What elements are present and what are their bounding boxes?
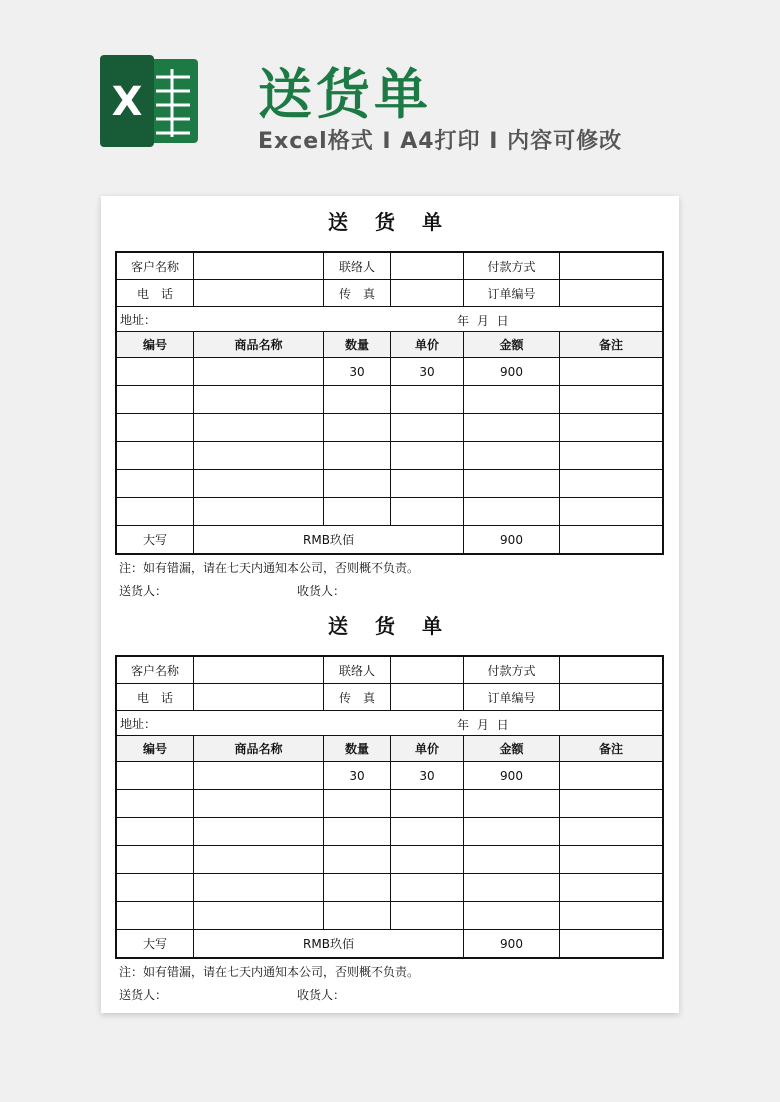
table-cell[interactable] (391, 846, 464, 874)
customer-field[interactable] (194, 657, 324, 684)
table-row (117, 874, 663, 902)
table-cell[interactable] (560, 442, 663, 470)
table-cell[interactable] (194, 414, 324, 442)
table-row (117, 790, 663, 818)
table-row (117, 470, 663, 498)
table-cell[interactable] (194, 762, 324, 790)
table-cell[interactable] (194, 874, 324, 902)
table-cell[interactable] (117, 790, 194, 818)
table-cell[interactable] (560, 790, 663, 818)
table-cell[interactable] (117, 386, 194, 414)
table-cell[interactable] (391, 470, 464, 498)
table-cell[interactable] (560, 386, 663, 414)
table-cell[interactable] (464, 874, 560, 902)
table-cell[interactable] (324, 790, 391, 818)
contact-label: 联络人 (324, 253, 391, 280)
table-cell[interactable] (560, 874, 663, 902)
table-row (117, 358, 663, 386)
order-no-field[interactable] (560, 280, 663, 307)
table-cell[interactable]: 30 (324, 358, 391, 386)
payment-label: 付款方式 (464, 253, 560, 280)
table-cell[interactable] (464, 790, 560, 818)
info-row (117, 684, 663, 711)
fax-field[interactable] (391, 684, 464, 711)
phone-field[interactable] (194, 684, 324, 711)
column-header: 数量 (324, 332, 391, 358)
address-cell[interactable] (117, 711, 663, 736)
total-remark[interactable] (560, 526, 663, 554)
table-cell[interactable] (391, 902, 464, 930)
table-cell[interactable] (560, 498, 663, 526)
table-cell[interactable]: 900 (464, 358, 560, 386)
column-header: 金额 (464, 332, 560, 358)
table-cell[interactable] (194, 846, 324, 874)
table-cell[interactable] (324, 470, 391, 498)
column-header: 数量 (324, 736, 391, 762)
sender-label: 送货人： (119, 584, 168, 598)
table-cell[interactable] (194, 790, 324, 818)
table-cell[interactable] (324, 414, 391, 442)
date-label: 年 月 日 (457, 314, 511, 328)
table-cell[interactable] (194, 386, 324, 414)
table-cell[interactable] (117, 846, 194, 874)
column-header: 备注 (560, 736, 663, 762)
payment-field[interactable] (560, 657, 663, 684)
table-cell[interactable] (391, 790, 464, 818)
customer-field[interactable] (194, 253, 324, 280)
contact-field[interactable] (391, 657, 464, 684)
table-row (117, 498, 663, 526)
table-cell[interactable] (324, 386, 391, 414)
fax-label: 传 真 (324, 280, 391, 307)
table-cell[interactable]: 900 (464, 762, 560, 790)
table-cell[interactable] (117, 874, 194, 902)
address-row (117, 307, 663, 332)
table-header-row (117, 736, 663, 762)
table-cell[interactable] (391, 442, 464, 470)
capital-label: 大写 (117, 930, 194, 958)
table-cell[interactable] (324, 846, 391, 874)
table-cell[interactable] (324, 442, 391, 470)
customer-label: 客户名称 (117, 253, 194, 280)
info-row (117, 657, 663, 684)
table-cell[interactable] (194, 358, 324, 386)
table-cell[interactable] (560, 846, 663, 874)
banner-title: 送货单 (258, 63, 432, 126)
table-cell[interactable] (194, 442, 324, 470)
capital-value[interactable]: RMB玖佰 (194, 526, 464, 554)
column-header: 编号 (117, 736, 194, 762)
table-cell[interactable] (560, 902, 663, 930)
column-header: 商品名称 (194, 332, 324, 358)
order-no-label: 订单编号 (464, 684, 560, 711)
table-cell[interactable] (464, 442, 560, 470)
customer-label: 客户名称 (117, 657, 194, 684)
table-cell[interactable] (117, 818, 194, 846)
delivery-table (116, 656, 663, 958)
receiver-label: 收货人： (297, 988, 346, 1002)
table-cell[interactable] (117, 470, 194, 498)
table-cell[interactable]: 30 (391, 358, 464, 386)
info-row (117, 253, 663, 280)
contact-label: 联络人 (324, 657, 391, 684)
phone-label: 电 话 (117, 280, 194, 307)
table-cell[interactable] (194, 470, 324, 498)
table-cell[interactable] (391, 818, 464, 846)
table-cell[interactable]: 30 (324, 762, 391, 790)
banner-subtitle: Excel格式 I A4打印 I 内容可修改 (258, 129, 623, 154)
excel-icon (100, 55, 200, 147)
order-no-field[interactable] (560, 684, 663, 711)
table-row (117, 762, 663, 790)
table-cell[interactable] (464, 902, 560, 930)
table-cell[interactable] (117, 414, 194, 442)
table-cell[interactable] (194, 498, 324, 526)
table-cell[interactable] (194, 818, 324, 846)
table-cell[interactable] (464, 386, 560, 414)
excel-logo-letter: X (111, 79, 143, 125)
table-cell[interactable] (391, 414, 464, 442)
table-cell[interactable] (194, 902, 324, 930)
total-remark[interactable] (560, 930, 663, 958)
column-header: 金额 (464, 736, 560, 762)
table-cell[interactable] (324, 874, 391, 902)
table-cell[interactable] (324, 902, 391, 930)
phone-label: 电 话 (117, 684, 194, 711)
table-cell[interactable] (391, 874, 464, 902)
table-row (117, 846, 663, 874)
table-cell[interactable] (560, 818, 663, 846)
date-label: 年 月 日 (457, 718, 511, 732)
banner (0, 0, 780, 190)
total-value[interactable]: 900 (464, 526, 560, 554)
table-cell[interactable] (117, 498, 194, 526)
total-row (117, 526, 663, 554)
table-cell[interactable] (464, 846, 560, 874)
table-row (117, 818, 663, 846)
address-label: 地址： (120, 312, 157, 327)
capital-value[interactable]: RMB玖佰 (194, 930, 464, 958)
document-sheet (101, 196, 679, 1013)
capital-label: 大写 (117, 526, 194, 554)
table-cell[interactable] (324, 818, 391, 846)
table-row (117, 442, 663, 470)
total-row (117, 930, 663, 958)
table-cell[interactable] (117, 762, 194, 790)
form-title: 送 货 单 (328, 210, 452, 234)
table-cell[interactable] (464, 414, 560, 442)
address-cell[interactable] (117, 307, 663, 332)
disclaimer-note: 注：如有错漏，请在七天内通知本公司，否则概不负责。 (119, 561, 420, 575)
phone-field[interactable] (194, 280, 324, 307)
contact-field[interactable] (391, 253, 464, 280)
table-cell[interactable] (324, 498, 391, 526)
table-cell[interactable] (464, 498, 560, 526)
table-cell[interactable] (117, 902, 194, 930)
column-header: 单价 (391, 332, 464, 358)
table-cell[interactable] (560, 470, 663, 498)
address-label: 地址： (120, 716, 157, 731)
column-header: 商品名称 (194, 736, 324, 762)
table-cell[interactable] (117, 358, 194, 386)
form-title: 送 货 单 (328, 614, 452, 638)
fax-label: 传 真 (324, 684, 391, 711)
payment-field[interactable] (560, 253, 663, 280)
column-header: 编号 (117, 332, 194, 358)
fax-field[interactable] (391, 280, 464, 307)
table-row (117, 386, 663, 414)
table-cell[interactable] (560, 358, 663, 386)
table-row (117, 902, 663, 930)
address-row (117, 711, 663, 736)
table-cell[interactable] (117, 442, 194, 470)
order-no-label: 订单编号 (464, 280, 560, 307)
table-header-row (117, 332, 663, 358)
table-cell[interactable] (391, 498, 464, 526)
table-cell[interactable] (391, 386, 464, 414)
table-cell[interactable] (464, 818, 560, 846)
delivery-table (116, 252, 663, 554)
table-cell[interactable]: 30 (391, 762, 464, 790)
column-header: 备注 (560, 332, 663, 358)
info-row (117, 280, 663, 307)
sender-label: 送货人： (119, 988, 168, 1002)
total-value[interactable]: 900 (464, 930, 560, 958)
table-cell[interactable] (464, 470, 560, 498)
disclaimer-note: 注：如有错漏，请在七天内通知本公司，否则概不负责。 (119, 965, 420, 979)
table-row (117, 414, 663, 442)
table-cell[interactable] (560, 762, 663, 790)
receiver-label: 收货人： (297, 584, 346, 598)
table-cell[interactable] (560, 414, 663, 442)
payment-label: 付款方式 (464, 657, 560, 684)
column-header: 单价 (391, 736, 464, 762)
